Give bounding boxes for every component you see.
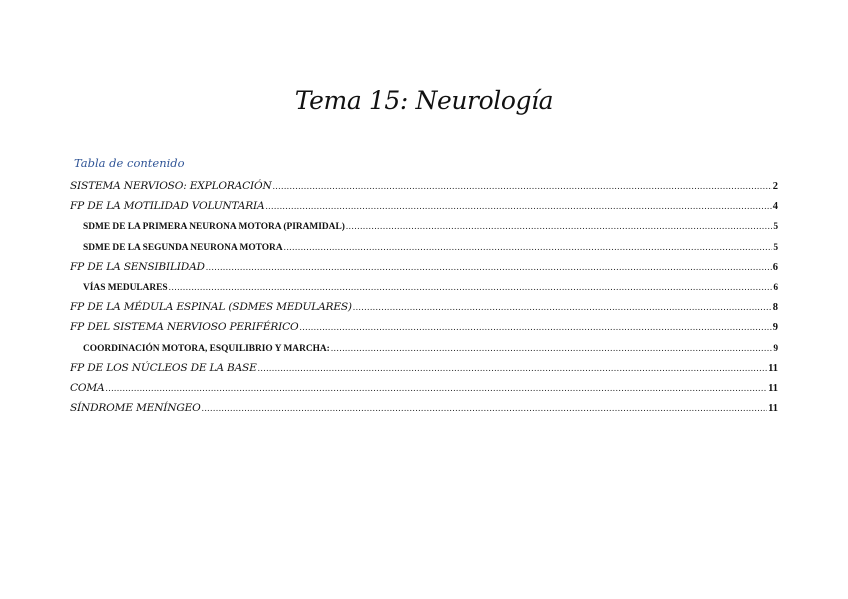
- toc-entry-page-number: 9: [773, 343, 778, 354]
- toc-leader-dots: [284, 237, 773, 257]
- toc-entry-label: FP DE LOS NÚCLEOS DE LA BASE: [70, 361, 257, 374]
- toc-entry-page-number: 5: [773, 222, 778, 233]
- toc-entry[interactable]: [70, 297, 778, 317]
- toc-entry-label: SDME DE LA PRIMERA NEURONA MOTORA (PIRAMIDAL): [83, 222, 345, 233]
- toc-entry-label: VÍAS MEDULARES: [83, 282, 168, 293]
- toc-entry[interactable]: [70, 176, 778, 196]
- toc-leader-dots: [265, 196, 771, 216]
- toc-leader-dots: [106, 378, 768, 398]
- toc-entry-page-number: 9: [772, 322, 778, 334]
- toc-leader-dots: [331, 338, 773, 358]
- toc-entry[interactable]: [70, 358, 778, 378]
- toc-entry-page-number: 11: [768, 362, 778, 374]
- toc-leader-dots: [353, 297, 772, 317]
- toc-leader-dots: [206, 257, 772, 277]
- toc-entry-label: SÍNDROME MENÍNGEO: [70, 402, 201, 415]
- toc-entry[interactable]: [70, 257, 778, 277]
- toc-entry-label: SDME DE LA SEGUNDA NEURONA MOTORA: [83, 242, 283, 253]
- toc-leader-dots: [258, 358, 767, 378]
- toc-entry[interactable]: [70, 398, 778, 418]
- toc-entry-label: FP DE LA SENSIBILIDAD: [70, 260, 205, 273]
- toc-entry[interactable]: [70, 216, 778, 236]
- toc-entry-page-number: 6: [772, 261, 778, 273]
- toc-leader-dots: [346, 216, 772, 236]
- toc-leader-dots: [202, 398, 767, 418]
- toc-leader-dots: [273, 176, 772, 196]
- toc-entry-page-number: 11: [768, 403, 778, 415]
- toc-entry-page-number: 2: [772, 181, 778, 192]
- toc-heading: Tabla de contenido: [74, 156, 185, 170]
- toc-entry-label: FP DE LA MOTILIDAD VOLUNTARIA: [70, 200, 265, 213]
- toc-entry-label: COMA: [70, 381, 105, 394]
- toc-entry-label: FP DEL SISTEMA NERVIOSO PERIFÉRICO: [70, 321, 299, 334]
- toc-entry[interactable]: [70, 196, 778, 216]
- toc-entry-page-number: 8: [772, 302, 778, 314]
- toc-entry[interactable]: [70, 378, 778, 398]
- toc-entry[interactable]: [70, 317, 778, 337]
- toc-entry-page-number: 5: [773, 242, 778, 253]
- toc-entry-page-number: 11: [768, 382, 778, 394]
- toc-entry-page-number: 4: [772, 201, 778, 213]
- toc-entry-label: SISTEMA NERVIOSO: EXPLORACIÓN: [70, 180, 272, 192]
- toc-entry-label: COORDINACIÓN MOTORA, ESQUILIBRIO Y MARCHA:: [83, 343, 330, 354]
- document-title: Tema 15: Neurología: [294, 86, 554, 115]
- toc-entry[interactable]: [70, 277, 778, 297]
- toc-entry[interactable]: [70, 237, 778, 257]
- toc-leader-dots: [300, 317, 772, 337]
- toc-entry-page-number: 6: [773, 282, 778, 293]
- table-of-contents: [70, 176, 778, 418]
- toc-entry[interactable]: [70, 338, 778, 358]
- toc-entry-label: FP DE LA MÉDULA ESPINAL (SDMES MEDULARES): [70, 301, 352, 314]
- toc-leader-dots: [169, 277, 773, 297]
